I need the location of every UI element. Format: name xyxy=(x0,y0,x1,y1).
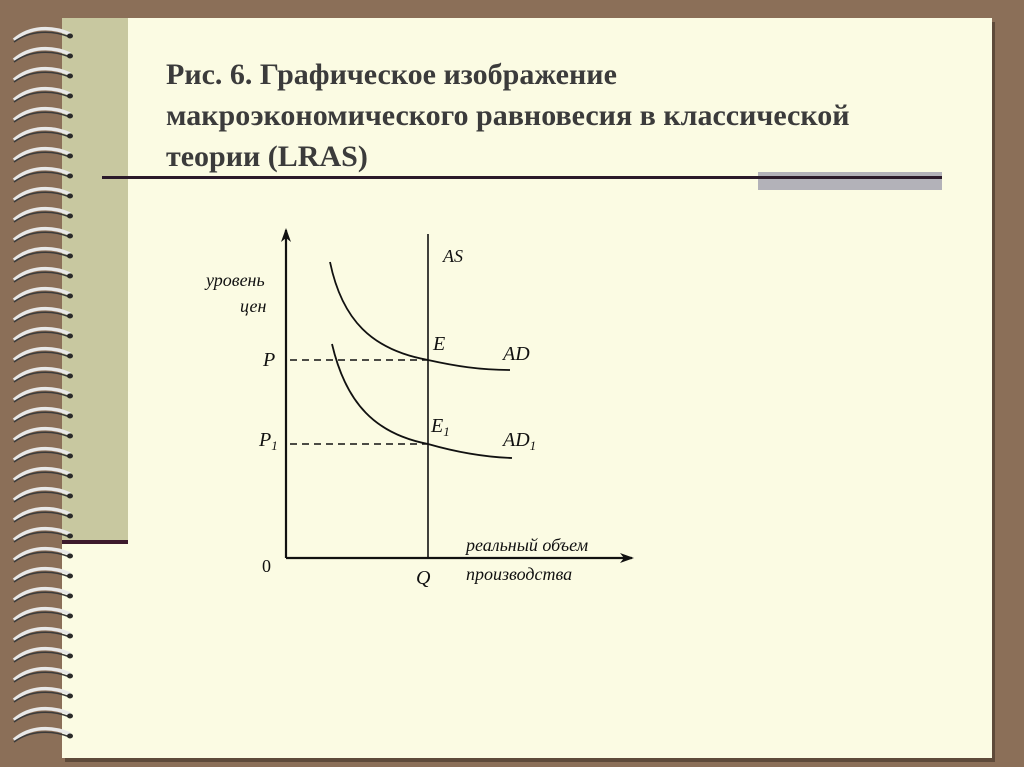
slide-title: Рис. 6. Графическое изображение макроэкономического равновесия в классической теории (LRAS) xyxy=(166,58,850,173)
e1-letter: E xyxy=(431,415,444,437)
e-label: E xyxy=(433,333,446,355)
q-label: Q xyxy=(416,567,431,589)
e1-subscript: 1 xyxy=(443,424,450,439)
ad-label: AD xyxy=(503,343,530,365)
ad1-label xyxy=(501,429,536,453)
e1-label xyxy=(430,415,450,439)
p1-subscript: 1 xyxy=(271,438,278,453)
y-axis-label-line2: цен xyxy=(240,296,267,316)
p1-label xyxy=(258,429,278,453)
as-label: AS xyxy=(443,246,463,266)
ad1-subscript: 1 xyxy=(529,438,537,453)
y-axis-label-line1: уровень xyxy=(206,270,265,290)
origin-label: 0 xyxy=(262,556,271,576)
x-axis-label-line1: реальный объем xyxy=(466,535,589,555)
x-axis-label-line2: производства xyxy=(466,564,573,584)
ad1-curve xyxy=(332,344,512,458)
ad-curve xyxy=(330,262,510,370)
p-label: P xyxy=(263,349,276,371)
p1-letter: P xyxy=(259,429,272,451)
ad1-letters: AD xyxy=(503,429,530,451)
